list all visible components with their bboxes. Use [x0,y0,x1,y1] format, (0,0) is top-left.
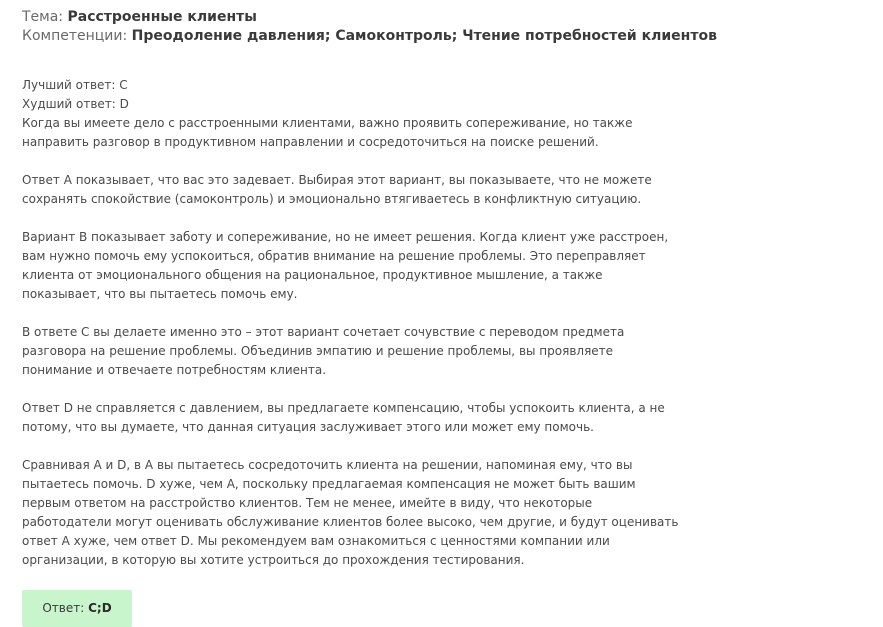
topic-line [22,8,872,27]
answer-value: C;D [88,601,112,615]
competencies-label: Компетенции: [22,28,128,44]
best-answer-line: Лучший ответ: С [22,78,128,92]
answer-a-paragraph: Ответ А показывает, что вас это задевает. Выбирая этот вариант, вы показываете, что не можете сохранять спокойствие (самоконтроль) и эмоционально втягиваетесь в конфликтную ситуацию. [22,173,652,206]
explanation-text [22,76,682,570]
answer-label: Ответ: [42,601,85,615]
topic-value: Расстроенные клиенты [67,9,257,25]
competencies-line [22,27,872,46]
answer-d-paragraph: Ответ D не справляется с давлением, вы предлагаете компенсацию, чтобы успокоить клиента, а не потому, что вы думаете, что данная ситуация заслуживает этого или может ему помочь. [22,401,665,434]
question-header [22,8,872,46]
competencies-value: Преодоление давления; Самоконтроль; Чтение потребностей клиентов [131,28,717,44]
intro-paragraph: Когда вы имеете дело с расстроенными клиентами, важно проявить сопереживание, но также направить разговор в продуктивном направлении и сосредоточиться на поиске решений. [22,116,633,149]
comparison-paragraph: Сравнивая А и D, в А вы пытаетесь сосредоточить клиента на решении, напоминая ему, что вы пытаетесь помочь. D хуже, чем А, поскольку предлагаемая компенсация не может быть вашим первым ответом на расстройство клиентов. Тем не менее, имейте в виду, что некоторые работодатели могут оценивать обслуживание клиентов более высоко, чем другие, и будут оценивать ответ А хуже, чем ответ D. Мы рекомендуем вам ознакомиться с ценностями компании или организации, в которую вы хотите устроиться до прохождения тестирования. [22,458,679,567]
answer-c-paragraph: В ответе С вы делаете именно это – этот вариант сочетает сочувствие с переводом предмета разговора на решение проблемы. Объединив эмпатию и решение проблемы, вы проявляете понимание и отвечаете потребностям клиента. [22,325,625,377]
answer-b-paragraph: Вариант В показывает заботу и сопереживание, но не имеет решения. Когда клиент уже расстроен, вам нужно помочь ему успокоиться, обратив внимание на решение проблемы. Это переправляет клиента от эмоционального общения на рациональное, продуктивное мышление, а также показывает, что вы пытаетесь помочь ему. [22,230,669,301]
topic-label: Тема: [22,9,64,25]
answer-box [22,590,132,627]
worst-answer-line: Худший ответ: D [22,97,129,111]
